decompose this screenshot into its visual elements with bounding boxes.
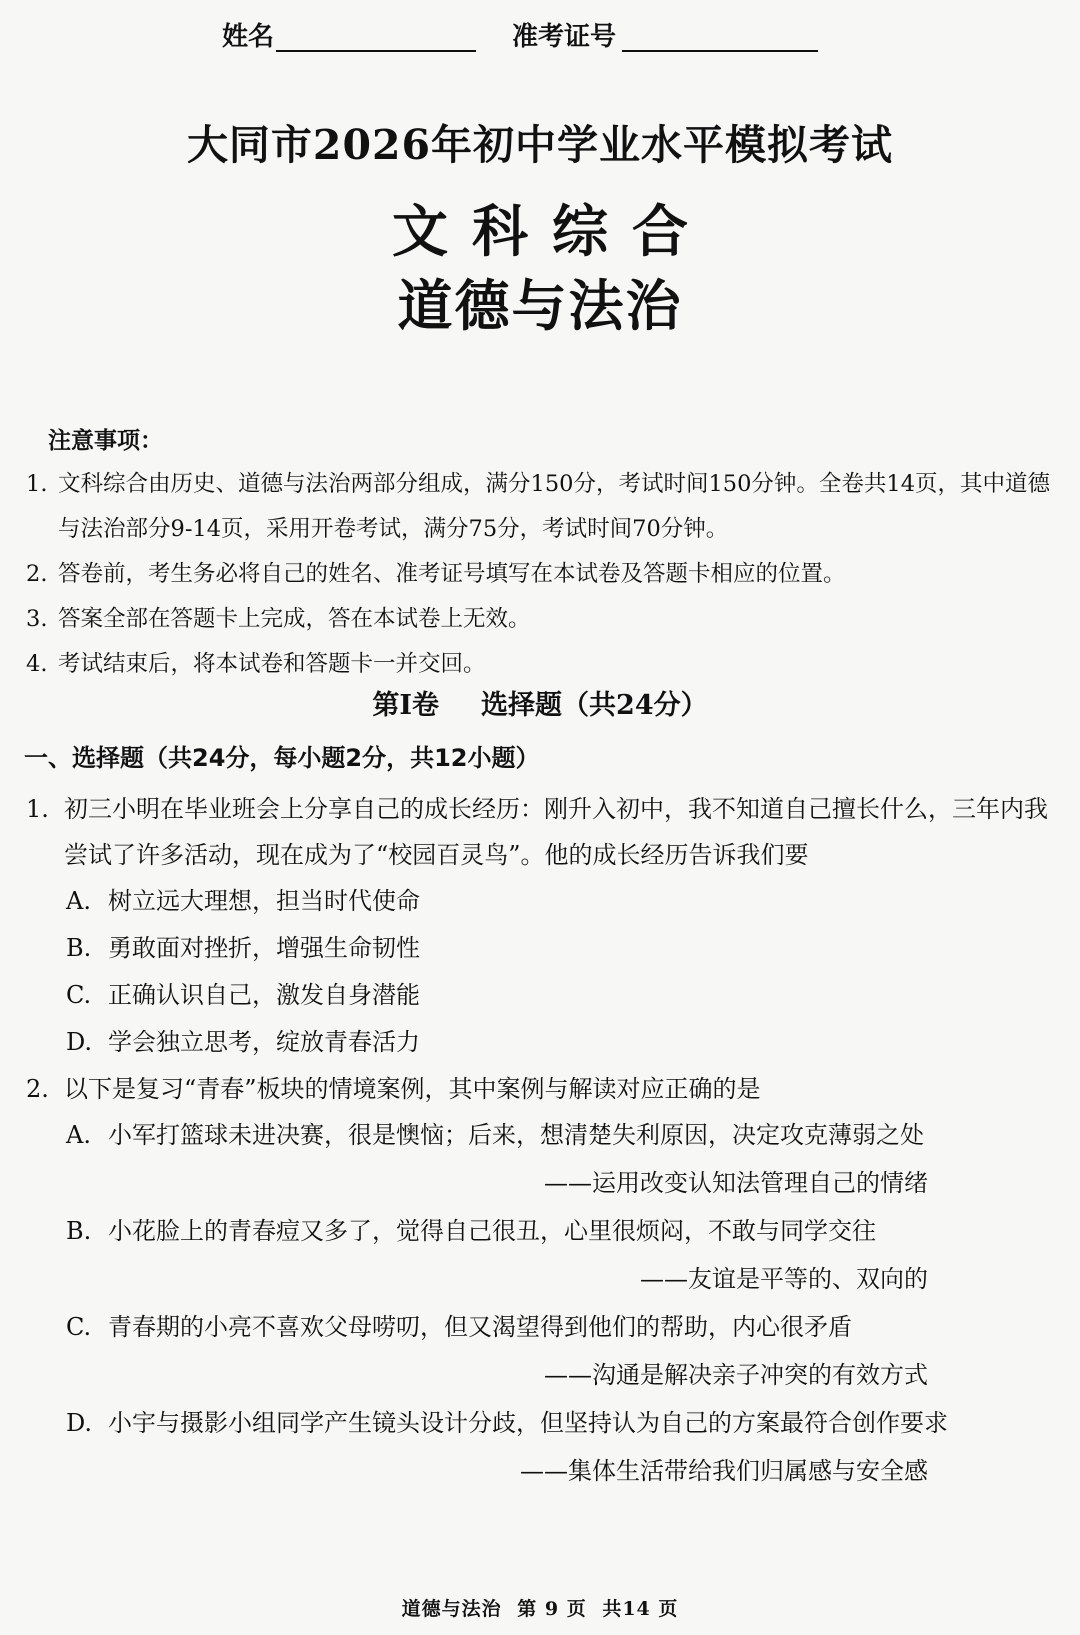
note-item — [26, 597, 1056, 642]
option-key: A. — [66, 1121, 91, 1149]
option-text: 小宇与摄影小组同学产生镜头设计分歧，但坚持认为自己的方案最符合创作要求 — [108, 1409, 948, 1437]
section-subtitle: 选择题（共24分） — [481, 690, 708, 721]
option-key: A. — [66, 887, 91, 915]
page-footer — [0, 1594, 1080, 1621]
option-d[interactable] — [26, 1019, 1056, 1066]
note-item — [26, 462, 1056, 552]
option-interpretation: ——友谊是平等的、双向的 — [640, 1265, 928, 1293]
question-1 — [26, 786, 1056, 1066]
question-list — [26, 786, 1056, 1496]
note-number: 1. — [26, 471, 48, 497]
notes-list — [26, 462, 1056, 687]
option-text: 树立远大理想，担当时代使命 — [108, 887, 420, 915]
option-key: B. — [66, 1217, 92, 1245]
part-title: 道德与法治 — [397, 274, 683, 338]
question-text: 初三小明在毕业班会上分享自己的成长经历：刚升入初中，我不知道自己擅长什么，三年内我尝试了许多活动，现在成为了“校园百灵鸟”。他的成长经历告诉我们要 — [64, 795, 1048, 869]
option-interpretation: ——沟通是解决亲子冲突的有效方式 — [544, 1361, 928, 1389]
option-b[interactable] — [26, 1208, 1056, 1256]
question-number: 2. — [26, 1075, 49, 1103]
footer-subject: 道德与法治 — [401, 1598, 502, 1620]
option-c[interactable] — [26, 972, 1056, 1019]
option-text: 正确认识自己，激发自身潜能 — [108, 981, 420, 1009]
option-text: 小军打篮球未进决赛，很是懊恼；后来，想清楚失利原因，决定攻克薄弱之处 — [108, 1121, 924, 1149]
option-c[interactable] — [26, 1304, 1056, 1352]
footer-page-total: 共14 页 — [602, 1598, 679, 1620]
option-text: 青春期的小亮不喜欢父母唠叨，但又渴望得到他们的帮助，内心很矛盾 — [108, 1313, 852, 1341]
part-one-heading: 一、选择题（共24分，每小题2分，共12小题） — [24, 744, 540, 772]
question-number: 1. — [26, 795, 49, 823]
note-number: 2. — [26, 561, 48, 587]
exam-id-label: 准考证号 — [512, 22, 617, 52]
exam-id-blank[interactable] — [622, 50, 818, 52]
name-label: 姓名 — [222, 22, 275, 52]
question-stem — [26, 786, 1056, 878]
footer-page-number: 第 9 页 — [517, 1598, 587, 1620]
option-a[interactable] — [26, 1112, 1056, 1160]
option-text: 学会独立思考，绽放青春活力 — [108, 1028, 420, 1056]
question-text: 以下是复习“青春”板块的情境案例，其中案例与解读对应正确的是 — [64, 1075, 761, 1103]
option-b[interactable] — [26, 925, 1056, 972]
section-title — [0, 683, 1080, 722]
note-text: 考试结束后，将本试卷和答题卡一并交回。 — [58, 651, 486, 677]
option-text: 勇敢面对挫折，增强生命韧性 — [108, 934, 420, 962]
candidate-info-line — [0, 12, 1080, 52]
note-item — [26, 552, 1056, 597]
option-a[interactable] — [26, 878, 1056, 925]
option-key: B. — [66, 934, 92, 962]
option-interpretation: ——集体生活带给我们归属感与安全感 — [520, 1457, 928, 1485]
note-text: 答案全部在答题卡上完成，答在本试卷上无效。 — [58, 606, 531, 632]
note-number: 4. — [26, 651, 48, 677]
name-blank[interactable] — [276, 50, 476, 52]
note-text: 答卷前，考生务必将自己的姓名、准考证号填写在本试卷及答题卡相应的位置。 — [58, 561, 846, 587]
exam-title: 大同市2026年初中学业水平模拟考试 — [186, 121, 894, 169]
option-key: C. — [66, 1313, 92, 1341]
option-key: D. — [66, 1028, 93, 1056]
option-text: 小花脸上的青春痘又多了，觉得自己很丑，心里很烦闷，不敢与同学交往 — [108, 1217, 876, 1245]
notes-heading: 注意事项： — [48, 427, 163, 454]
subject-title: 文科综合 — [392, 199, 712, 265]
question-2 — [26, 1066, 1056, 1496]
option-interpretation: ——运用改变认知法管理自己的情绪 — [544, 1169, 928, 1197]
note-item — [26, 642, 1056, 687]
note-number: 3. — [26, 606, 48, 632]
note-text: 文科综合由历史、道德与法治两部分组成，满分150分，考试时间150分钟。全卷共14页，其中道德与法治部分9-14页，采用开卷考试，满分75分，考试时间70分钟。 — [58, 471, 1051, 542]
option-key: D. — [66, 1409, 93, 1437]
section-label: 第Ⅰ卷 — [372, 690, 440, 721]
option-key: C. — [66, 981, 92, 1009]
question-stem — [26, 1066, 1056, 1112]
option-d[interactable] — [26, 1400, 1056, 1448]
